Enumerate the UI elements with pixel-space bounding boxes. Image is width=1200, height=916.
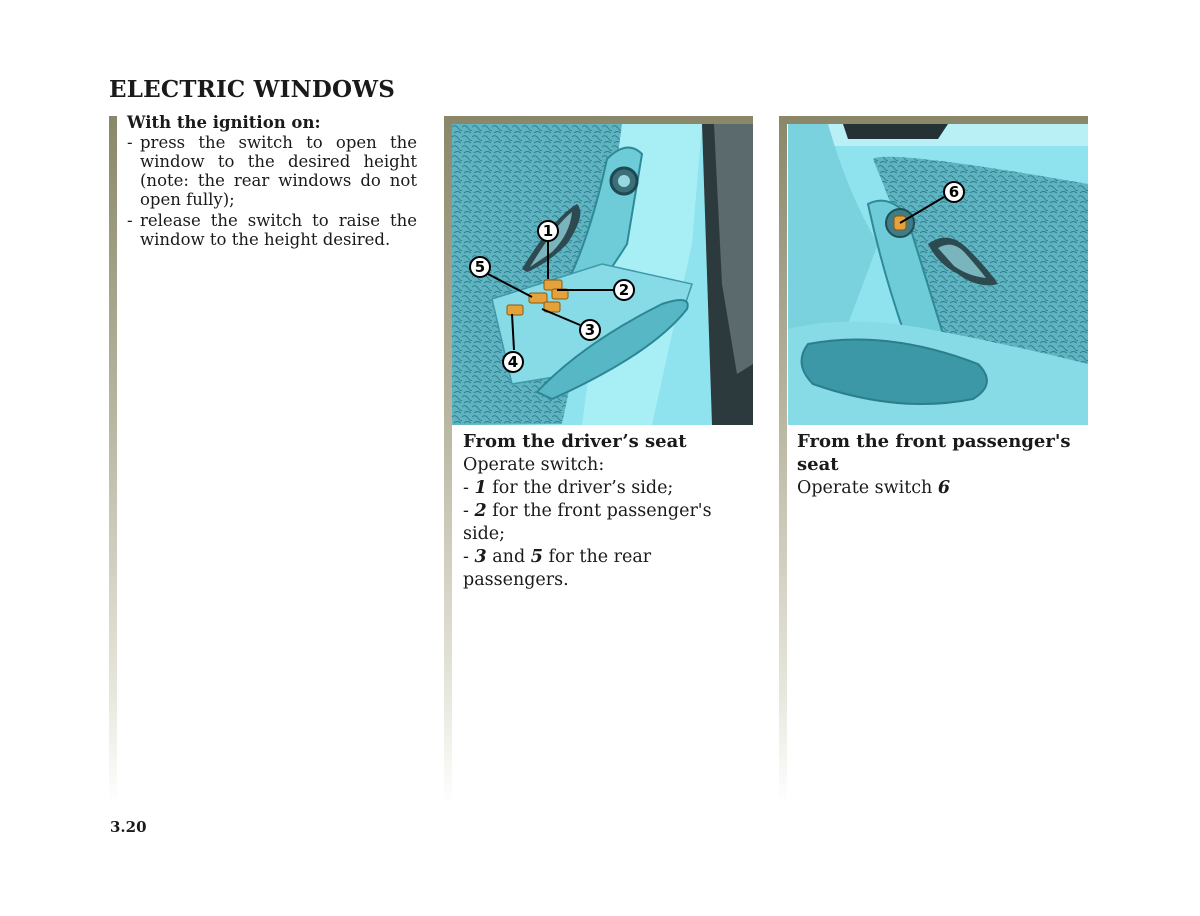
list-item: - 2 for the front passenger's side;	[463, 501, 712, 544]
callout-label-2: 2	[618, 281, 630, 299]
page-title: ELECTRIC WINDOWS	[109, 76, 396, 103]
passenger-heading: From the front passenger's seat	[797, 431, 1071, 475]
driver-door-photo	[452, 124, 753, 425]
intro-list	[127, 133, 417, 249]
photo-top-bar-driver	[444, 116, 753, 124]
column-bar-driver	[444, 116, 452, 806]
passenger-door-photo	[788, 124, 1088, 425]
column-bar-passenger	[779, 116, 787, 806]
callout-label-3: 3	[584, 321, 596, 339]
column-bar-left	[109, 116, 117, 806]
list-item: - 3 and 5 for the rear passengers.	[463, 547, 652, 590]
callout-label-1: 1	[542, 222, 554, 240]
driver-heading: From the driver’s seat	[463, 431, 687, 452]
list-item: - press the switch to open the window to the desired height (note: the rear windows do not open fully);	[127, 133, 417, 209]
passenger-caption	[797, 430, 1097, 500]
list-item: - release the switch to raise the window to the height desired.	[127, 211, 417, 249]
callout-label-6: 6	[948, 183, 960, 201]
list-item: - 1 for the driver’s side;	[463, 478, 674, 498]
callout-label-5: 5	[474, 258, 486, 276]
intro-section	[127, 113, 417, 251]
intro-heading: With the ignition on:	[127, 113, 321, 132]
driver-operate: Operate switch:	[463, 455, 605, 475]
callout-label-4: 4	[507, 353, 519, 371]
driver-caption	[463, 430, 753, 592]
passenger-operate: Operate switch 6	[797, 478, 951, 498]
photo-top-bar-passenger	[779, 116, 1088, 124]
page-number: 3.20	[110, 818, 147, 836]
